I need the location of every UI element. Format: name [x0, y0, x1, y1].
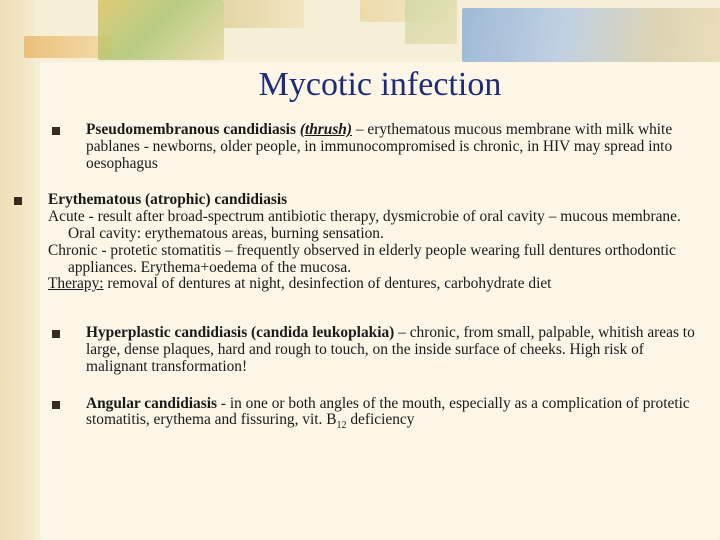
item-text: – erythematous mucous membrane with milk white pablanes - newborns, older people, in immunocompromised is chronic, in HIV may spread into oesophagus	[86, 121, 673, 172]
slide-title: Mycotic infection	[258, 66, 502, 103]
square-bullet-icon	[52, 330, 60, 338]
acute-label: Acute	[48, 208, 85, 226]
therapy-paragraph	[48, 276, 708, 293]
chronic-text: - protetic stomatitis – frequently observed in elderly people wearing full dentures orthodontic appliances. Erythema+oedema of the mucosa.	[68, 241, 676, 276]
list-item	[48, 325, 708, 375]
item-lead-italic: (thrush)	[299, 121, 352, 138]
item-lead: Hyperplastic candidiasis (candida leukoplakia)	[86, 324, 395, 342]
item-lead: Pseudomembranous candidiasis	[86, 121, 296, 138]
list-item	[10, 192, 708, 209]
therapy-label: Therapy:	[48, 275, 104, 293]
item-lead: Erythematous (atrophic) candidiasis	[48, 191, 288, 209]
square-bullet-icon	[52, 127, 60, 135]
item-text-tail: deficiency	[346, 411, 415, 429]
acute-paragraph	[48, 209, 708, 243]
decor-tile	[462, 8, 720, 62]
item-text: - in one or both angles of the mouth, especially as a complication of protetic stomatitis, erythema and fissuring, vit. B	[86, 394, 690, 429]
item-text: – chronic, from small, palpable, whitish areas to large, dense plaques, hard and rough to touch, on the inside surface of cheeks. High risk of malignant transformation!	[86, 324, 695, 375]
decor-tile	[98, 0, 224, 60]
square-bullet-icon	[52, 401, 60, 409]
square-bullet-icon	[14, 197, 22, 205]
chronic-label: Chronic	[48, 241, 98, 259]
subscript: 12	[336, 420, 347, 432]
slide-content	[48, 121, 708, 432]
list-item	[48, 396, 708, 430]
chronic-paragraph	[48, 243, 708, 277]
item-lead: Angular candidiasis	[86, 394, 218, 412]
decor-tile	[224, 0, 304, 28]
therapy-text: removal of dentures at night, desinfection of dentures, carbohydrate diet	[103, 275, 552, 293]
list-item	[48, 122, 708, 172]
background-band	[0, 0, 34, 540]
decor-tile	[405, 0, 457, 44]
acute-text: - result after broad-spectrum antibiotic therapy, dysmicrobie of oral cavity – mucous membrane. Oral cavity: erythematous areas, burning sensation.	[68, 208, 681, 242]
